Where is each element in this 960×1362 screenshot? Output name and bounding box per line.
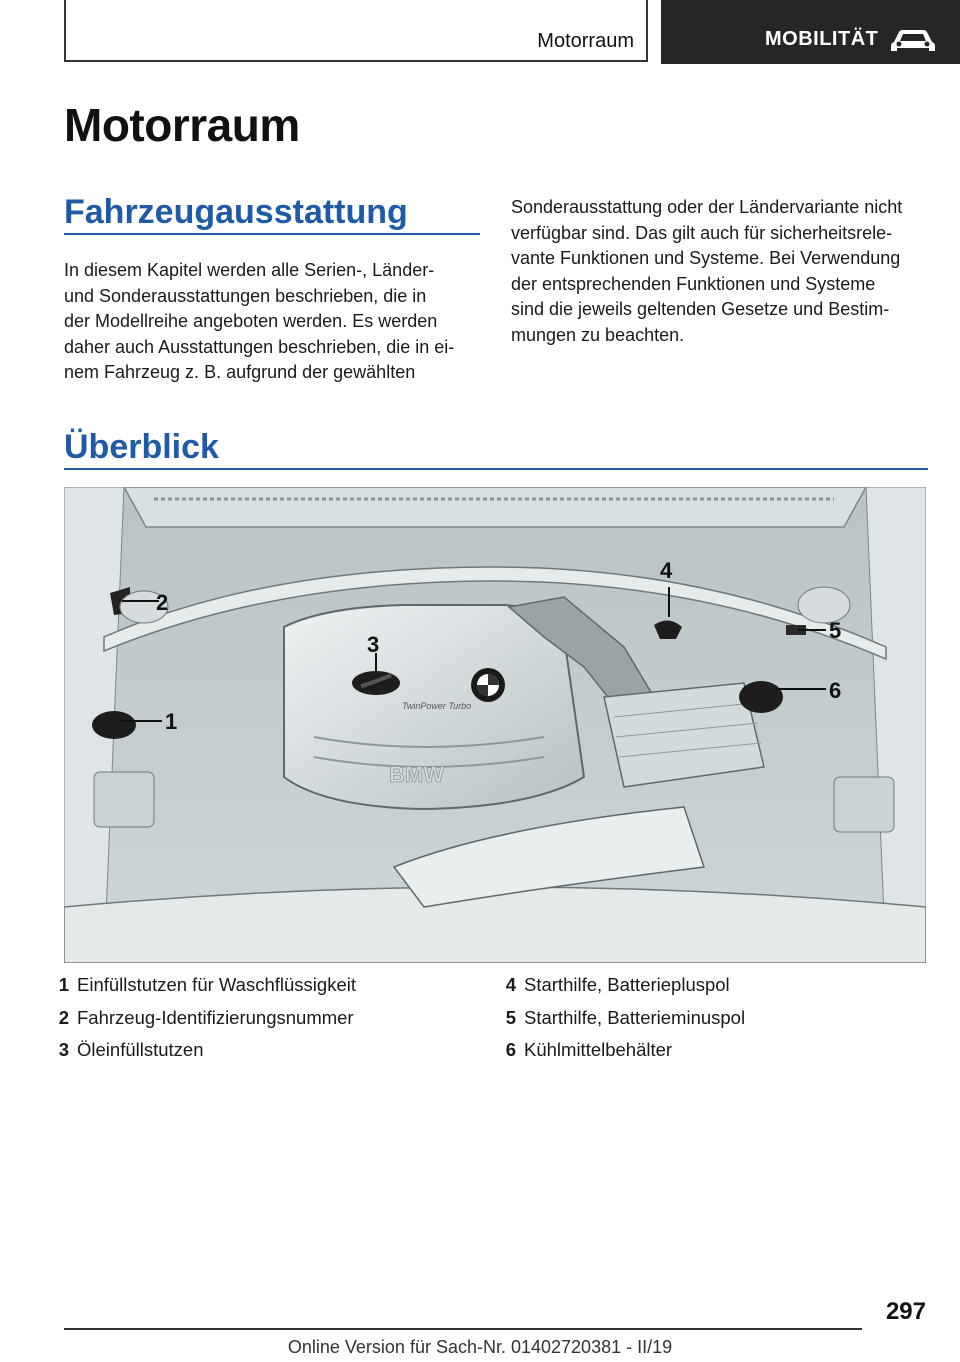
page-title: Motorraum (64, 99, 300, 151)
list-item (497, 974, 917, 1007)
footer-divider (64, 1328, 862, 1330)
callout-5: 5 (829, 618, 842, 643)
intro-paragraph-left: In diesem Kapitel werden alle Serien-, Länder- und Sonderausstattungen beschrieben, die in der Modellreihe angeboten werden. Es werden daher auch Ausstattungen beschrieben, die in ei- nem Fahrzeug z. B. aufgrund der gewählten (64, 260, 455, 382)
intro-paragraph-right: Sonderausstattung oder der Ländervariante nicht verfügbar sind. Das gilt auch für sicherheitsrele- vante Funktionen und Systeme. Bei Verwendung der entsprechenden Funktionen und Systeme sind die jeweils geltenden Gesetze und Bestim- mungen zu beachten. (511, 197, 903, 345)
list-item (50, 974, 470, 1007)
section-underline (64, 233, 480, 235)
legend-number: 4 (505, 974, 516, 995)
footer-text: Online Version für Sach-Nr. 01402720381 - II/19 (287, 1337, 673, 1357)
header-section-box (64, 0, 648, 62)
header-chapter-tab[interactable] (661, 0, 960, 64)
legend-text: Einfüllstutzen für Waschflüssigkeit (77, 974, 356, 995)
legend-text: Fahrzeug-Identifizierungsnummer (77, 1006, 354, 1028)
legend-number: 6 (505, 1039, 516, 1060)
callout-2: 2 (156, 590, 169, 615)
car-icon (888, 26, 938, 61)
header-chapter-label: MOBILITÄT (765, 28, 879, 50)
callout-4: 4 (660, 558, 673, 583)
section-underline (64, 468, 928, 470)
engine-bay-image (64, 487, 926, 963)
list-item (497, 1039, 917, 1072)
header-section-title: Motorraum (537, 30, 634, 52)
legend-text: Kühlmittelbehälter (524, 1039, 673, 1060)
engine-brand-text: BMW (389, 762, 444, 787)
legend-number: 1 (58, 974, 69, 995)
legend-text: Öleinfüllstutzen (77, 1039, 204, 1060)
section-title-ueberblick: Überblick (64, 428, 219, 466)
engine-cover-text: TwinPower Turbo (402, 701, 472, 711)
list-item (50, 1007, 470, 1040)
list-item (50, 1039, 470, 1072)
callout-1: 1 (165, 709, 178, 734)
legend-number: 3 (58, 1039, 69, 1060)
section-title-fahrzeugausstattung: Fahrzeugausstattung (64, 193, 408, 231)
legend-number: 5 (505, 1006, 516, 1028)
callout-6: 6 (829, 678, 842, 703)
legend-left (50, 974, 470, 1072)
legend-right (497, 974, 917, 1072)
callout-3: 3 (367, 632, 380, 657)
legend-text: Starthilfe, Batteriepluspol (524, 974, 730, 995)
page-number: 297 (885, 1298, 926, 1325)
list-item (497, 1007, 917, 1040)
legend-text: Starthilfe, Batterieminuspol (524, 1006, 746, 1028)
legend-number: 2 (58, 1006, 69, 1028)
